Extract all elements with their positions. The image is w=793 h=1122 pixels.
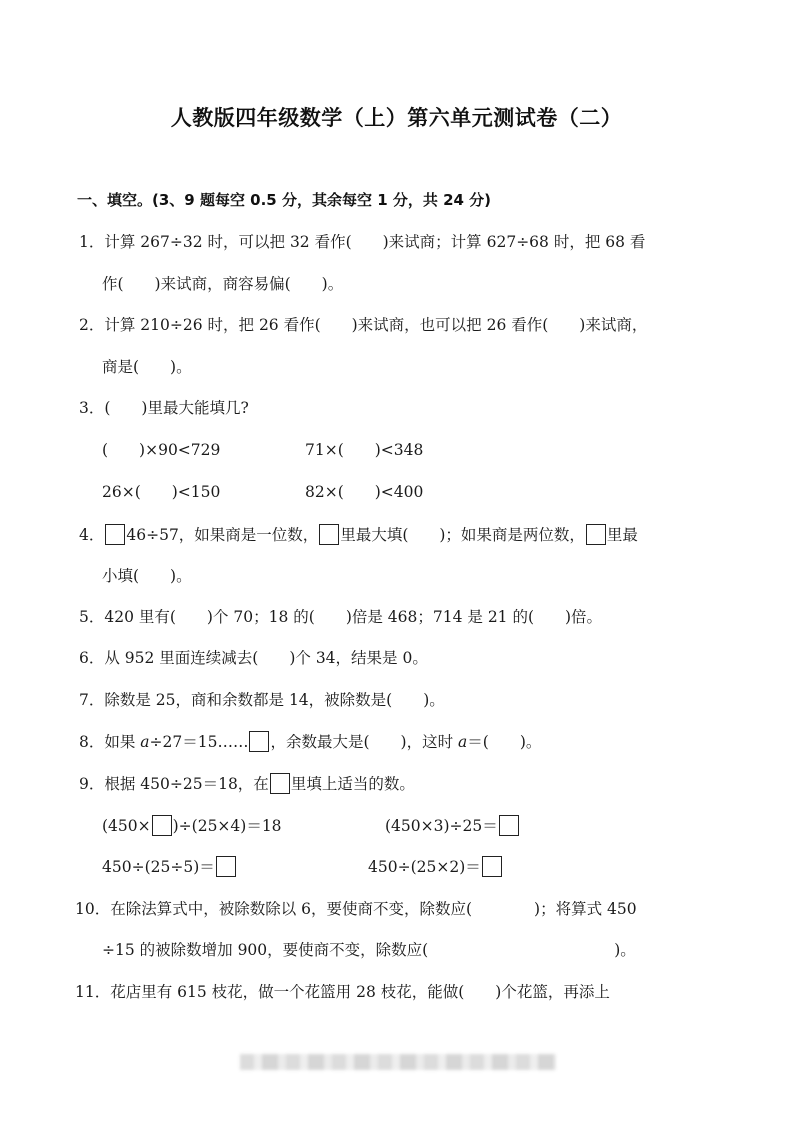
question-10-line-2: ÷15 的被除数增加 900，要使商不变，除数应( )。 bbox=[102, 941, 636, 959]
answer-box[interactable] bbox=[270, 773, 290, 794]
question-1-line-2: 作( )来试商，商容易偏( )。 bbox=[102, 275, 344, 293]
variable-a: a bbox=[458, 733, 468, 751]
question-9-item-b-text: (450×3)÷25＝ bbox=[385, 817, 498, 835]
answer-box[interactable] bbox=[319, 524, 339, 545]
answer-box[interactable] bbox=[152, 815, 172, 836]
question-9-item-d-text: 450÷(25×2)＝ bbox=[368, 858, 481, 876]
question-4-prefix: 4． bbox=[79, 526, 105, 544]
answer-box[interactable] bbox=[482, 856, 502, 877]
question-9-item-a bbox=[102, 815, 282, 837]
question-8-part-1: 8．如果 bbox=[79, 733, 141, 751]
question-2-line-2: 商是( )。 bbox=[102, 358, 192, 376]
question-3-line-1: 3．( )里最大能填几? bbox=[79, 399, 249, 417]
question-8-part-4: ＝( )。 bbox=[467, 733, 542, 751]
question-8-part-3: ，余数最大是( )，这时 bbox=[270, 733, 459, 751]
question-11-line-1: 11．花店里有 615 枝花，做一个花篮用 28 枝花，能做( )个花篮，再添上 bbox=[75, 983, 610, 1001]
question-3-item-c: 26×( )<150 bbox=[102, 483, 221, 501]
question-9-item-c bbox=[102, 856, 237, 878]
question-10-line-1: 10．在除法算式中，被除数除以 6，要使商不变，除数应( )；将算式 450 bbox=[75, 900, 637, 918]
answer-box[interactable] bbox=[105, 524, 125, 545]
answer-box[interactable] bbox=[586, 524, 606, 545]
question-9-part-1: 9．根据 450÷25＝18，在 bbox=[79, 775, 269, 793]
answer-box[interactable] bbox=[499, 815, 519, 836]
question-9-item-b bbox=[385, 815, 520, 837]
question-3-item-b: 71×( )<348 bbox=[305, 441, 424, 459]
question-4-part-3: 里最 bbox=[606, 526, 638, 544]
question-9-line-1 bbox=[79, 773, 415, 795]
blurred-footer-watermark bbox=[240, 1054, 556, 1070]
answer-box[interactable] bbox=[216, 856, 236, 877]
answer-box[interactable] bbox=[249, 731, 269, 752]
question-7-line-1: 7．除数是 25，商和余数都是 14，被除数是( )。 bbox=[79, 691, 445, 709]
question-3-item-d: 82×( )<400 bbox=[305, 483, 424, 501]
question-9-item-d bbox=[368, 856, 503, 878]
question-3-item-a: ( )×90<729 bbox=[102, 441, 221, 459]
question-4-part-2: 里最大填( )；如果商是两位数， bbox=[340, 526, 585, 544]
question-2-line-1: 2．计算 210÷26 时，把 26 看作( )来试商，也可以把 26 看作( )来试商， bbox=[79, 316, 648, 334]
question-4-line-1 bbox=[79, 524, 638, 546]
page-title: 人教版四年级数学（上）第六单元测试卷（二） bbox=[170, 106, 623, 130]
question-4-line-2: 小填( )。 bbox=[102, 567, 192, 585]
question-9-item-c-text: 450÷(25÷5)＝ bbox=[102, 858, 215, 876]
section-heading-fill-blanks: 一、填空。(3、9 题每空 0.5 分，其余每空 1 分，共 24 分) bbox=[77, 191, 492, 209]
question-9-part-2: 里填上适当的数。 bbox=[290, 775, 415, 793]
question-9-item-a-right: )÷(25×4)＝18 bbox=[172, 817, 282, 835]
question-6-line-1: 6．从 952 里面连续减去( )个 34，结果是 0。 bbox=[79, 649, 428, 667]
question-1-line-1: 1．计算 267÷32 时，可以把 32 看作( )来试商；计算 627÷68 时，把 68 看 bbox=[79, 233, 646, 251]
variable-a: a bbox=[140, 733, 150, 751]
question-4-part-1: 46÷57，如果商是一位数， bbox=[126, 526, 319, 544]
question-9-item-a-left: (450× bbox=[102, 817, 151, 835]
question-8-part-2: ÷27＝15…… bbox=[149, 733, 249, 751]
question-8-line-1 bbox=[79, 731, 541, 753]
question-5-line-1: 5．420 里有( )个 70；18 的( )倍是 468；714 是 21 的( )倍。 bbox=[79, 608, 603, 626]
